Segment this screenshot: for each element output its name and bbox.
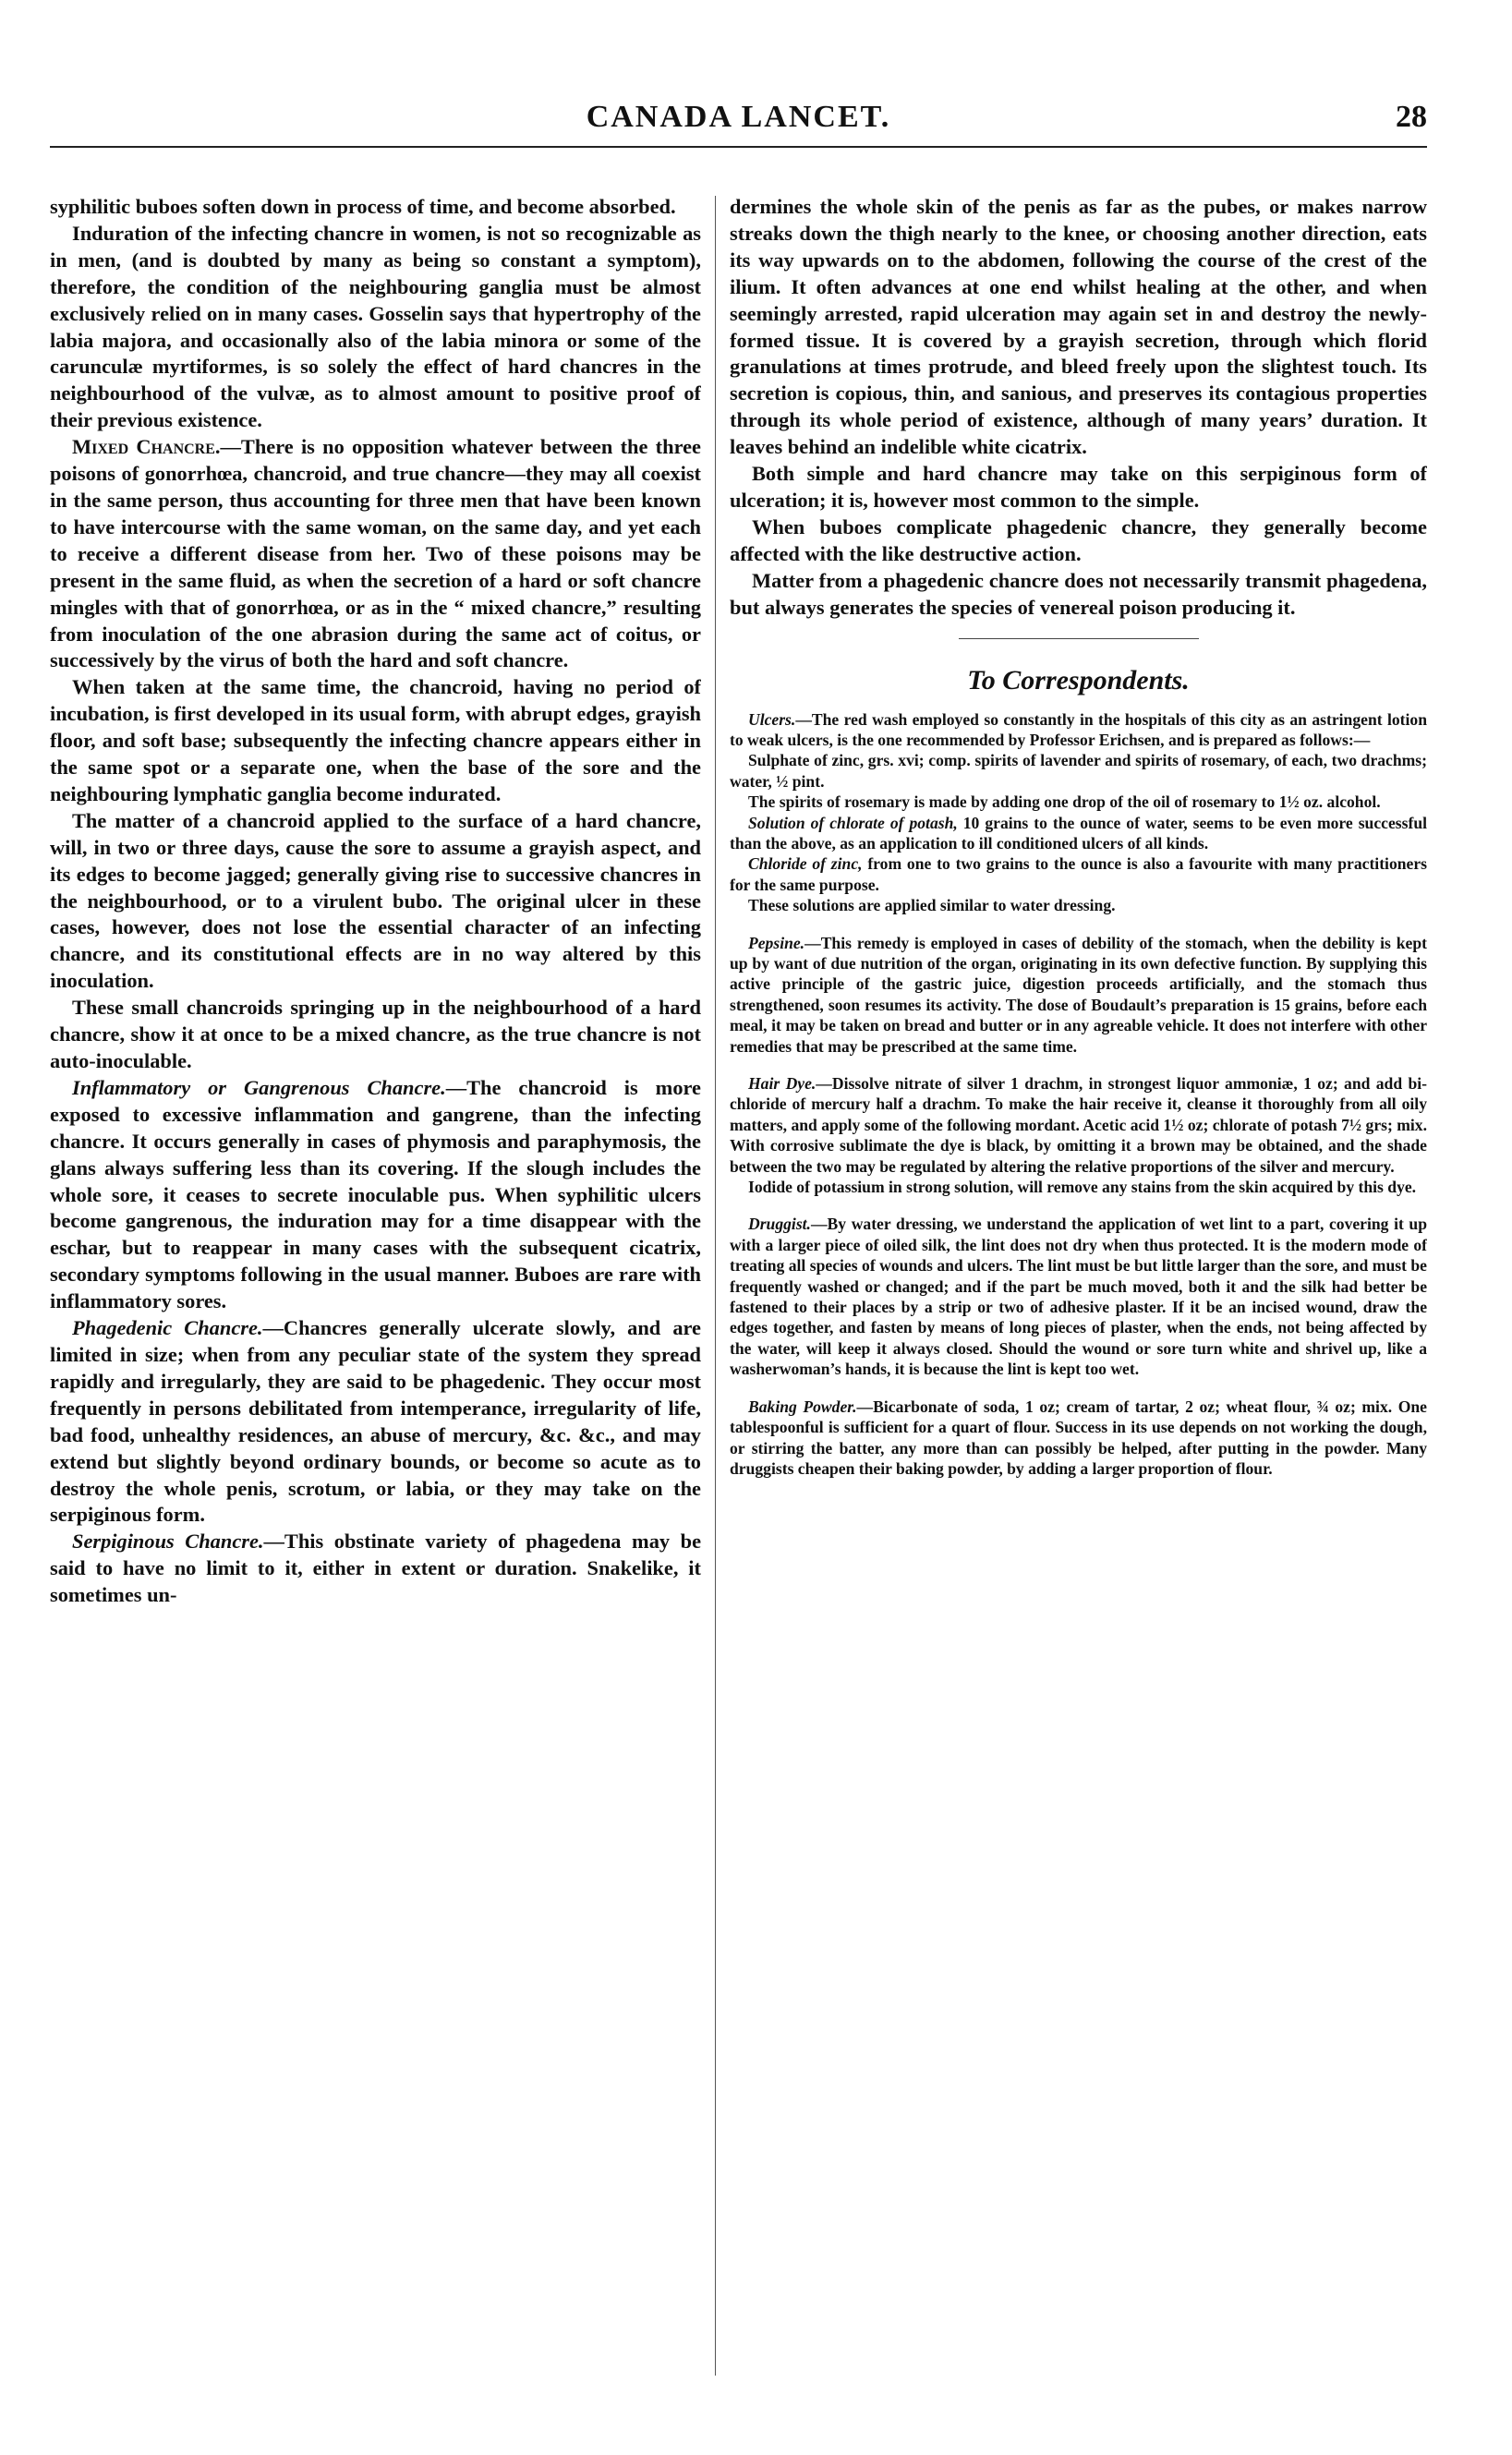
item-lead: Hair Dye. [748,1074,816,1093]
item-body: —The red wash employed so constantly in the hospitals of this city as an astringent lotion to weak ulcers, is the one recommended by Professor Erichsen, and is prepared as follows:— [730,709,1427,749]
paragraph-lead: Serpiginous Chancre. [72,1530,264,1554]
paragraph-body: —Chancres generally ulcerate slowly, and are limited in size; when from any peculiar state of the system they spread rapidly and irregularly, they are said to be phagedenic. They occur most frequently in persons debilitated from intemperance, irregularity of life, bad food, unhealthy residences, an abuse of mercury, &c. &c., and may extend but slightly beyond ordinary bounds, or become so acute as to destroy the whole penis, scrotum, or labia, or they may take on the serpiginous form. [50,1316,701,1527]
paragraph: dermines the whole skin of the penis as far as the pubes, or makes narrow streaks down the thigh nearly to the knee, or choosing another direction, eats its way upwards on to the abdomen, following the course of the crest of the ilium. It often advances at one end whilst healing at the other, and when seemingly arrested, rapid ulceration may again set in and destroy the newly-formed tissue. It is covered by a grayish secretion, through which florid granulations at times protrude, and bleed freely upon the slightest touch. Its secretion is copious, thin, and sanious, and preserves its contagious properties through its whole period of existence, although of many years’ duration. It leaves behind an indelible white cicatrix. [730,195,1427,459]
item-body: —Dissolve nitrate of silver 1 drachm, in strongest liquor ammoniæ, 1 oz; and add bi-chloride of mercury half a drachm. To make the hair receive it, cleanse it thoroughly from all oily matters, and apply some of the following mordant. Acetic acid 1½ oz; chlorate of potash 7½ grs; mix. With corrosive sublimate the dye is black, by omitting it a brown may be obtained, and the shade between the two may be regulated by altering the relative proportions of the silver and mercury. [730,1074,1427,1176]
paragraph [50,1529,701,1609]
item-lead: Chloride of zinc, [748,854,863,874]
item-body: —This remedy is employed in cases of debility of the stomach, when the debility is kept up by want of due nutrition of the organ, originating in its own defective function. By supplying this active principle of the gastric juice, digestion proceeds artificially, and the stomach thus strengthened, soon resumes its activity. The dose of Boudault’s preparation is 15 grains, before each meal, it may be taken on bread and butter or in any agreable vehicle. It does not interfere with other remedies that may be prescribed at the same time. [730,933,1427,1056]
item-lead: Ulcers. [748,709,796,729]
paragraph: These small chancroids springing up in the neighbourhood of a hard chancre, show it at once to be a mixed chancre, as the true chancre is not auto-inoculable. [50,996,701,1072]
correspondence-item [730,933,1427,1057]
left-column [50,194,701,2411]
paragraph-body: —This obstinate variety of phagedena may be said to have no limit to it, either in extent or duration. Snakelike, it sometimes un- [50,1530,701,1607]
note: The spirits of rosemary is made by adding one drop of the oil of rosemary to 1½ oz. alcohol. [748,792,1381,812]
paragraph-lead: Phagedenic Chancre. [72,1316,263,1340]
item-lead: Solution of chlorate of potash, [748,813,958,832]
correspondence-item [730,709,1427,751]
paragraph [50,1315,701,1529]
correspondence-item [730,853,1427,895]
paragraph: When taken at the same time, the chancroid, having no period of incubation, is first developed in its usual form, with abrupt edges, grayish floor, and soft base; subsequently the infecting chancre appears either in the same spot or a separate one, when the base of the sore and the neighbouring lymphatic ganglia become indurated. [50,675,701,805]
page-number: 28 [1396,100,1427,134]
paragraph: Both simple and hard chancre may take on this serpiginous form of ulceration; it is, however most common to the simple. [730,462,1427,512]
paragraph [50,1075,701,1315]
header-rule [50,146,1427,148]
paragraph: When buboes complicate phagedenic chancre, they generally become affected with the like destructive action. [730,514,1427,565]
paragraph-body: —The chancroid is more exposed to excessive inflammation and gangrene, than the infecting chancre. It occurs generally in cases of phymosis and paraphymosis, the glans always suffering less than its covering. If the slough includes the whole sore, it ceases to secrete inoculable pus. When syphilitic ulcers become gangrenous, the induration may for a time disappear with the eschar, but to reappear in many cases with the subsequent cicatrix, secondary symptoms following in the usual manner. Buboes are rare with inflammatory sores. [50,1075,701,1313]
paragraph-body: —There is no opposition whatever between the three poisons of gonorrhœa, chancroid, and true chancre—they may all coexist in the same person, thus accounting for three men that have been known to have intercourse with the same woman, on the same day, and yet each to receive a different disease from her. Two of these poisons may be present in the same fluid, as when the secretion of a hard or soft chancre mingles with that of gonorrhœa, or as in the “ mixed chancre,” resulting from inoculation of the one abrasion during the same act of coitus, or successively by the virus of both the hard and soft chancre. [50,435,701,672]
item-body: —Bicarbonate of soda, 1 oz; cream of tartar, 2 oz; wheat flour, ¾ oz; mix. One tablespoonful is sufficient for a quart of flour. Success in its use depends on not working the dough, or stirring the batter, any more than can possibly be helped, after putting in the powder. Many druggists cheapen their baking powder, by adding a larger proportion of flour. [730,1397,1427,1478]
correspondence-item [730,1397,1427,1480]
column-divider [715,196,716,2376]
item-lead: Pepsine. [748,933,805,952]
note: These solutions are applied similar to water dressing. [748,896,1116,915]
item-body: 10 grains to the ounce of water, seems to be even more successful than the above, as an application to ill conditioned ulcers of all kinds. [730,813,1427,853]
item-lead: Baking Powder. [748,1397,857,1416]
section-title: To Correspondents. [967,664,1190,695]
paragraph-lead: Mixed Chancre. [72,435,221,459]
item-lead: Druggist. [748,1215,811,1234]
item-body: —By water dressing, we understand the application of wet lint to a part, covering it up with a larger piece of oiled silk, the lint does not dry when thus protected. It is the modern mode of treating all species of wounds and ulcers. The lint must be but little larger than the sore, and must be frequently washed or changed; and if the part be much moved, both it and the silk had better be fastened to their places by a strip or two of adhesive plaster. If it be an incised wound, draw the edges together, and fasten by means of long pieces of plaster, when the ends, not being affected by the water, will keep it always closed. Should the wound or sore turn white and shrivel up, like a washerwoman’s hands, it is because the lint is kept too wet. [730,1215,1427,1379]
paragraph: Induration of the infecting chancre in women, is not so recognizable as in men, (and is doubted by many as being so constant a symptom), therefore, the condition of the neighbouring ganglia must be almost exclusively relied on in many cases. Gosselin says that hypertrophy of the labia majora, and occasionally also of the labia minora or some of the carunculæ myrtiformes, is so solely the effect of hard chancres in the neighbourhood of the vulvæ, as to almost amount to positive proof of their previous existence. [50,221,701,432]
paragraph [50,434,701,674]
item-body: from one to two grains to the ounce is also a favourite with many practitioners for the same purpose. [730,854,1427,894]
paragraph-lead: Inflammatory or Gangrenous Chancre. [72,1075,446,1099]
paragraph: syphilitic buboes soften down in process of time, and become absorbed. [50,195,676,218]
correspondence-item [730,813,1427,854]
journal-title: CANADA LANCET. [586,100,891,134]
correspondence-item [730,1073,1427,1177]
correspondence-item [730,1214,1427,1379]
paragraph: Matter from a phagedenic chancre does not necessarily transmit phagedena, but always generates the species of venereal poison producing it. [730,568,1427,619]
right-column [730,194,1427,2411]
paragraph: The matter of a chancroid applied to the surface of a hard chancre, will, in two or three days, cause the sore to assume a grayish aspect, and its edges to become jagged; generally giving rise to successive chancres in the neighbourhood, or to a virulent bubo. The original ulcer in these cases, however, does not lose the essential character of an infecting chancre, and its constitutional effects are in no way altered by this inoculation. [50,808,701,993]
recipe: Sulphate of zinc, grs. xvi; comp. spirits of lavender and spirits of rosemary, of each, two drachms; water, ½ pint. [730,751,1427,791]
note: Iodide of potassium in strong solution, will remove any stains from the skin acquired by this dye. [748,1178,1417,1197]
section-rule [959,638,1199,639]
running-header [50,100,1427,140]
